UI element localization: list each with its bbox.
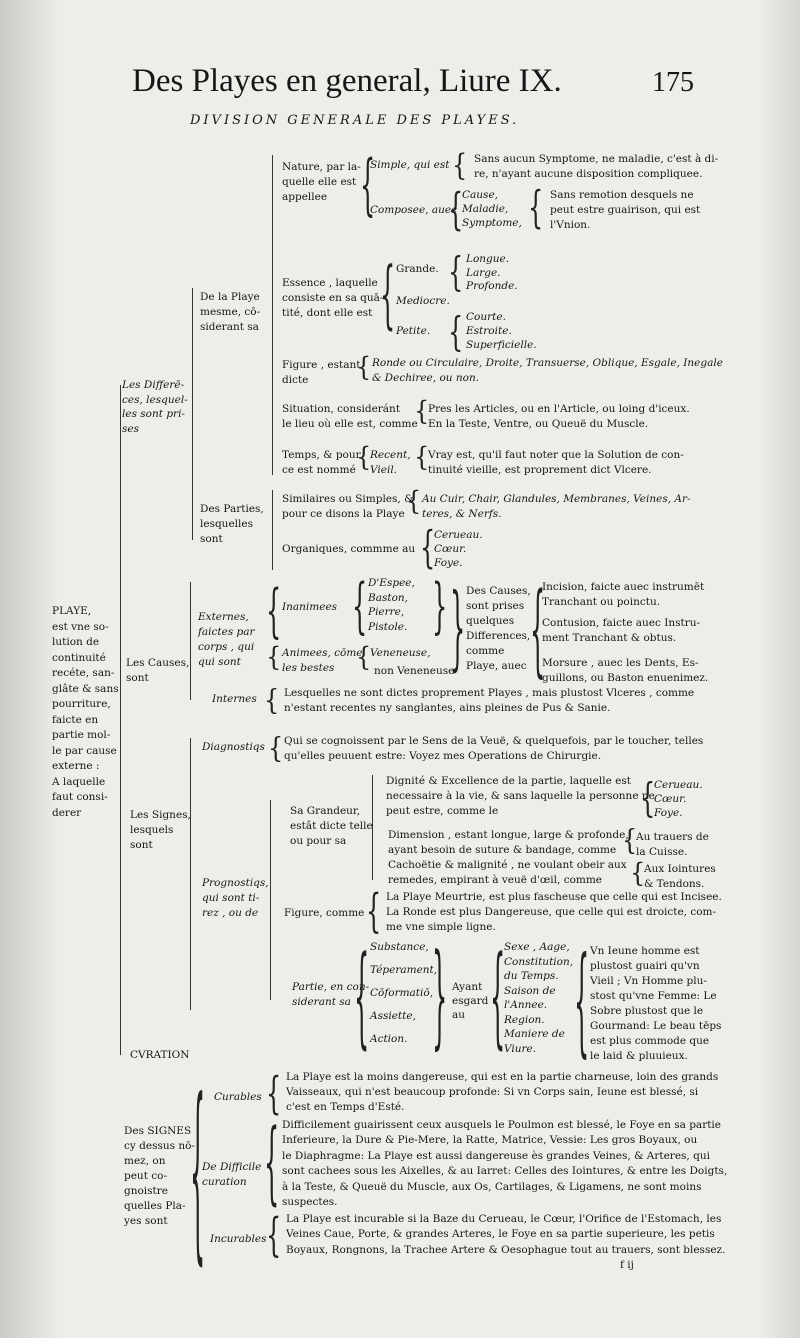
page-number: 175 <box>652 67 694 98</box>
esgard-items: l'Annee. <box>504 999 548 1011</box>
petite-items: Courte. <box>466 311 506 323</box>
closing-brace-glyph: } <box>450 574 466 682</box>
playe-label: siderant sa <box>200 321 259 333</box>
brace-glyph: { <box>406 485 422 517</box>
ayant-esgard: esgard <box>452 995 489 1007</box>
curation-signes-label: gnoistre <box>124 1185 169 1197</box>
brace-glyph: { <box>268 731 284 765</box>
curables-desc: c'est en Temps d'Esté. <box>286 1101 405 1113</box>
grande-items: Profonde. <box>466 280 518 292</box>
brace-glyph: { <box>414 441 430 473</box>
incurables-desc: Veines Caue, Porte, & grandes Arteres, le Foye en sa partie superieure, les petis <box>286 1228 715 1241</box>
esgard-items: Constitution, <box>504 955 574 968</box>
ayant-esgard: au <box>452 1009 466 1021</box>
composee-desc: l'Vnion. <box>550 219 591 231</box>
cachoetie-result: Aux Iointures <box>644 863 716 875</box>
brace-line <box>272 155 273 475</box>
composee-items: Maladie, <box>462 203 509 215</box>
difficile-desc: à la Teste, & Queuë du Muscle, aux Os, Cartilages, & Ligamens, ne sont moins <box>282 1180 702 1193</box>
ayant-esgard: Ayant <box>452 981 483 993</box>
signature-mark: f ij <box>620 1259 634 1271</box>
root-definition: PLAYE, <box>52 605 92 617</box>
temps-items: Vieil. <box>370 464 398 476</box>
dimension-result: Au trauers de <box>636 831 709 843</box>
inanimees-items: Pierre, <box>368 606 405 618</box>
brace-glyph: { <box>530 571 546 689</box>
grande-items: Large. <box>466 266 501 279</box>
figure-sign-desc: La Playe Meurtrie, est plus fascheuse que celle qui est Incisee. <box>386 891 722 903</box>
veneneuse-label: Veneneuse, <box>370 647 431 659</box>
esgard-desc: Vn Ieune homme est <box>590 945 700 957</box>
diagnostiqs-desc: qu'elles peuuent estre: Voyez mes Operations de Chirurgie. <box>284 750 602 762</box>
incurables-desc: Boyaux, Rongnons, la Trachee Artere & Oesophague tout au trauers, sont blessez. <box>286 1243 726 1256</box>
root-definition: externe : <box>52 760 100 772</box>
esgard-desc: Gourmand: Le beau tēps <box>590 1020 722 1032</box>
brace-line <box>190 582 191 700</box>
brace-glyph: { <box>528 182 544 234</box>
curables-label: Curables <box>214 1091 262 1103</box>
partie-items: Action. <box>370 1033 408 1045</box>
internes-label: Internes <box>212 693 257 705</box>
brace-glyph: { <box>630 857 646 889</box>
externes-label: faictes par <box>198 626 255 638</box>
root-definition: recéte, san- <box>52 667 115 679</box>
root-definition: continuité <box>52 651 106 664</box>
incision-desc: Tranchant ou poinctu. <box>542 596 661 608</box>
organiques-items: Foye. <box>434 557 463 569</box>
esgard-desc: est plus commode que <box>590 1035 710 1047</box>
page-subtitle: DIVISION GENERALE DES PLAYES. <box>190 113 520 128</box>
simple-desc: Sans aucun Symptome, ne maladie, c'est à di- <box>474 153 719 165</box>
brace-glyph: { <box>266 577 282 645</box>
inanimees-items: Pistole. <box>368 620 408 633</box>
brace-glyph: { <box>574 932 590 1070</box>
animees-label: les bestes <box>282 662 335 674</box>
dimension-result: la Cuisse. <box>636 846 688 858</box>
brace-glyph: { <box>264 683 280 717</box>
brace-glyph: { <box>640 774 656 822</box>
curation-signes-label: quelles Pla- <box>124 1200 186 1212</box>
partie-label: Partie, en con- <box>292 981 370 993</box>
contusion-desc: ment Tranchant & obtus. <box>542 632 677 644</box>
brace-glyph: { <box>266 1068 282 1120</box>
grandeur-label: Sa Grandeur, <box>290 805 361 817</box>
incurables-desc: La Playe est incurable si la Baze du Cerueau, le Cœur, l'Orifice de l'Estomach, les <box>286 1213 722 1225</box>
brace-glyph: { <box>266 641 282 673</box>
brace-glyph: { <box>448 248 464 296</box>
brace-line <box>272 490 273 570</box>
esgard-desc: Sobre plustost que le <box>590 1005 704 1017</box>
composee-items: Symptome, <box>462 217 522 229</box>
morsure-desc: Morsure , auec les Dents, Es- <box>542 657 699 669</box>
composee-desc: Sans remotion desquels ne <box>550 189 694 201</box>
root-definition: lution de <box>52 636 100 648</box>
diagnostiqs-label: Diagnostiqs <box>202 741 265 753</box>
difficile-label: curation <box>202 1176 247 1188</box>
page-gutter-shadow <box>0 0 60 1338</box>
root-definition: faut consi- <box>52 791 108 803</box>
difficile-label: De Difficile <box>202 1161 262 1173</box>
grandeur-label: estât dicte telle <box>290 820 373 832</box>
curation-signes-label: Des SIGNES <box>124 1125 192 1137</box>
esgard-desc: Vieil ; Vn Homme plu- <box>590 975 707 987</box>
situation-label: Situation, consideránt <box>282 403 401 415</box>
brace-line <box>192 288 193 540</box>
petite-items: Superficielle. <box>466 339 537 351</box>
cachoetie-desc: remedes, empirant à veuë d'œil, comme <box>388 874 603 886</box>
signes-label: Les Signes, <box>130 809 191 821</box>
dignite-desc: Dignité & Excellence de la partie, laquelle est <box>386 775 631 787</box>
figure-label: dicte <box>282 374 309 386</box>
curables-desc: La Playe est la moins dangereuse, qui est en la partie charneuse, loin des grands <box>286 1071 719 1083</box>
brace-glyph: { <box>352 571 368 641</box>
organiques-label: Organiques, commme au <box>282 543 416 555</box>
brace-glyph: { <box>190 1060 206 1284</box>
partie-items: Téperament, <box>370 964 438 976</box>
brace-glyph: { <box>380 251 396 339</box>
brace-line <box>190 738 191 1010</box>
difficile-desc: Difficilement guairissent ceux ausquels le Poulmon est blessé, le Foye en sa partie <box>282 1119 722 1131</box>
prognostiqs-label: qui sont ti- <box>202 892 260 904</box>
root-definition: A laquelle <box>52 775 106 788</box>
similaires-label: pour ce disons la Playe <box>282 508 405 520</box>
causes-ayant: quelques <box>466 615 515 627</box>
closing-brace-glyph: } <box>432 571 448 641</box>
nature-label: Nature, par la- <box>282 161 361 173</box>
figure-sign-desc: La Ronde est plus Dangereuse, que celle qui est droicte, com- <box>386 906 717 918</box>
internes-desc: Lesquelles ne sont dictes proprement Playes , mais plustost Vlceres , comme <box>284 687 695 699</box>
essence-label: consiste en sa quā- <box>282 292 384 304</box>
composee-desc: peut estre guairison, qui est <box>550 204 701 216</box>
causes-ayant: sont prises <box>466 600 525 612</box>
organiques-items: Cœur. <box>434 543 467 555</box>
diagnostiqs-desc: Qui se cognoissent par le Sens de la Veuë, & quelquefois, par le toucher, telles <box>284 735 704 747</box>
esgard-items: Saison de <box>504 984 556 997</box>
nature-label: appellee <box>282 191 328 203</box>
temps-desc: Vray est, qu'il faut noter que la Solution de con- <box>428 449 684 461</box>
parties-label: Des Parties, <box>200 503 264 515</box>
causes-label: Les Causes, <box>126 657 190 669</box>
grande-label: Grande. <box>396 263 439 275</box>
brace-glyph: { <box>452 147 468 183</box>
brace-glyph: { <box>356 641 372 673</box>
differences-label: ces, lesquel- <box>122 393 188 406</box>
partie-items: Assiette, <box>370 1010 416 1022</box>
figure-desc: Ronde ou Circulaire, Droite, Transuerse, Oblique, Esgale, Inegale <box>372 357 723 369</box>
differences-label: les sont pri- <box>122 408 185 420</box>
causes-ayant: Differences, <box>466 630 531 642</box>
differences-label: Les Differē- <box>122 379 185 391</box>
inanimees-label: Inanimees <box>282 601 338 613</box>
curation-signes-label: cy dessus nō- <box>124 1140 195 1152</box>
figure-sign-label: Figure, comme <box>284 907 365 919</box>
parties-label: lesquelles <box>200 518 253 530</box>
parties-label: sont <box>200 533 223 545</box>
inanimees-items: D'Espee, <box>368 577 415 589</box>
curation-signes-label: mez, on <box>124 1155 166 1167</box>
similaires-desc: teres, & Nerfs. <box>422 508 502 520</box>
curables-desc: Vaisseaux, qui n'est beaucoup profonde: Si vn Corps sain, Ieune est blessé, si <box>286 1086 699 1098</box>
petite-items: Estroite. <box>466 325 512 337</box>
brace-glyph: { <box>360 146 376 224</box>
curation-label: CVRATION <box>130 1049 190 1061</box>
playe-label: mesme, cō- <box>200 306 261 318</box>
signes-label: sont <box>130 839 153 851</box>
grandeur-label: ou pour sa <box>290 835 347 847</box>
playe-label: De la Playe <box>200 291 260 303</box>
curation-signes-label: yes sont <box>124 1215 168 1227</box>
dignite-desc: peut estre, comme le <box>386 805 499 817</box>
composee-label: Composee, auec <box>370 204 457 216</box>
essence-label: Essence , laquelle <box>282 277 378 289</box>
causes-ayant: Playe, auec <box>466 660 527 672</box>
situation-desc: En la Teste, Ventre, ou Queuë du Muscle. <box>428 418 649 430</box>
dimension-desc: Dimension , estant longue, large & profonde, <box>388 829 629 841</box>
figure-desc: & Dechiree, ou non. <box>372 372 480 384</box>
esgard-desc: le laid & pluuieux. <box>590 1050 688 1062</box>
inanimees-items: Baston, <box>368 591 409 604</box>
animees-label: Animees, cōme <box>282 647 363 659</box>
simple-label: Simple, qui est <box>370 159 450 171</box>
situation-label: le lieu où elle est, comme <box>282 418 418 430</box>
brace-line <box>372 775 373 880</box>
root-definition: glâte & sans <box>52 682 119 695</box>
externes-label: qui sont <box>198 656 241 668</box>
brace-glyph: { <box>490 932 506 1062</box>
esgard-items: Sexe , Aage, <box>504 941 570 953</box>
mediocre-label: Mediocre. <box>396 295 450 307</box>
root-definition: partie mol- <box>52 729 111 741</box>
brace-glyph: { <box>264 1110 280 1216</box>
externes-label: corps , qui <box>198 641 255 653</box>
brace-glyph: { <box>354 932 370 1062</box>
morsure-desc: guillons, ou Baston enuenimez. <box>542 672 709 684</box>
incurables-label: Incurables <box>210 1233 267 1245</box>
root-definition: derer <box>52 806 82 819</box>
page-edge-shadow <box>760 0 800 1338</box>
esgard-desc: plustost guairi qu'vn <box>590 960 700 972</box>
externes-label: Externes, <box>198 611 249 623</box>
closing-brace-glyph: } <box>432 930 448 1062</box>
brace-glyph: { <box>622 823 638 857</box>
cachoetie-result: & Tendons. <box>644 878 705 890</box>
difficile-desc: sont cachees sous les Aixelles, & au Iarret: Celles des Iointures, & entre les Doigts, <box>282 1165 728 1178</box>
esgard-items: Region. <box>504 1013 545 1026</box>
composee-items: Cause, <box>462 189 498 201</box>
root-definition: le par cause <box>52 744 117 757</box>
temps-desc: tinuité vieille, est proprement dict Vlcere. <box>428 464 652 476</box>
dignite-items: Foye. <box>654 807 683 819</box>
differences-label: ses <box>122 422 139 435</box>
brace-glyph: { <box>366 884 382 938</box>
grande-items: Longue. <box>466 253 510 265</box>
prognostiqs-label: Prognostiqs, <box>202 877 269 889</box>
incision-desc: Incision, faicte auec instrumēt <box>542 581 705 593</box>
similaires-label: Similaires ou Simples, & <box>282 493 414 505</box>
esgard-items: Maniere de <box>504 1028 565 1040</box>
brace-glyph: { <box>448 184 464 236</box>
causes-ayant: Des Causes, <box>466 585 531 597</box>
figure-label: Figure , estant <box>282 359 361 371</box>
signes-label: lesquels <box>130 824 174 836</box>
esgard-items: du Temps. <box>504 970 559 982</box>
brace-glyph: { <box>266 1208 282 1262</box>
brace-glyph: { <box>356 441 372 473</box>
running-title: Des Playes en general, Liure IX. <box>132 63 562 99</box>
contusion-desc: Contusion, faicte auec Instru- <box>542 617 701 629</box>
curation-signes-label: peut co- <box>124 1170 168 1182</box>
dignite-items: Cœur. <box>654 793 687 805</box>
partie-items: Cōformatiō, <box>370 987 434 999</box>
prognostiqs-label: rez , ou de <box>202 907 259 919</box>
non-veneneuse-label: non Veneneuse <box>374 665 455 677</box>
difficile-desc: Inferieure, la Dure & Pie-Mere, la Ratte, Matrice, Vessie: Les gros Boyaux, ou <box>282 1134 698 1147</box>
temps-label: ce est nommé <box>282 464 356 476</box>
brace-glyph: { <box>420 522 436 574</box>
root-definition: faicte en <box>52 713 99 726</box>
partie-label: siderant sa <box>292 996 351 1008</box>
root-definition: pourriture, <box>52 698 111 710</box>
temps-label: Temps, & pour <box>282 449 361 461</box>
difficile-desc: le Diaphragme: La Playe est aussi dangereuse ès grandes Veines, & Arteres, qui <box>282 1149 710 1162</box>
nature-label: quelle elle est <box>282 176 357 188</box>
brace-glyph: { <box>356 351 372 383</box>
temps-items: Recent, <box>370 449 411 461</box>
dignite-desc: necessaire à la vie, & sans laquelle la personne ne <box>386 790 655 802</box>
difficile-desc: suspectes. <box>282 1196 338 1208</box>
brace-glyph: { <box>414 395 430 427</box>
cachoetie-desc: Cachoëtie & malignité , ne voulant obeir aux <box>388 859 627 871</box>
esgard-items: Viure. <box>504 1042 537 1055</box>
simple-desc: re, n'ayant aucune disposition compliquee. <box>474 168 703 180</box>
figure-sign-desc: me vne simple ligne. <box>386 921 496 933</box>
partie-items: Substance, <box>370 941 429 953</box>
causes-label: sont <box>126 672 149 684</box>
root-definition: est vne so- <box>52 620 109 633</box>
petite-label: Petite. <box>396 325 431 337</box>
dignite-items: Cerueau. <box>654 779 703 791</box>
esgard-desc: stost qu'vne Femme: Le <box>590 990 717 1002</box>
similaires-desc: Au Cuir, Chair, Glandules, Membranes, Veines, Ar- <box>422 493 691 505</box>
brace-glyph: { <box>448 308 464 356</box>
dimension-desc: ayant besoin de suture & bandage, comme <box>388 844 617 856</box>
internes-desc: n'estant recentes ny sanglantes, ains pleines de Pus & Sanie. <box>284 702 611 714</box>
brace-line <box>120 385 121 1055</box>
causes-ayant: comme <box>466 645 505 657</box>
organiques-items: Cerueau. <box>434 529 483 541</box>
brace-line <box>270 800 271 1000</box>
essence-label: tité, dont elle est <box>282 307 373 319</box>
situation-desc: Pres les Articles, ou en l'Article, ou loing d'iceux. <box>428 403 690 415</box>
